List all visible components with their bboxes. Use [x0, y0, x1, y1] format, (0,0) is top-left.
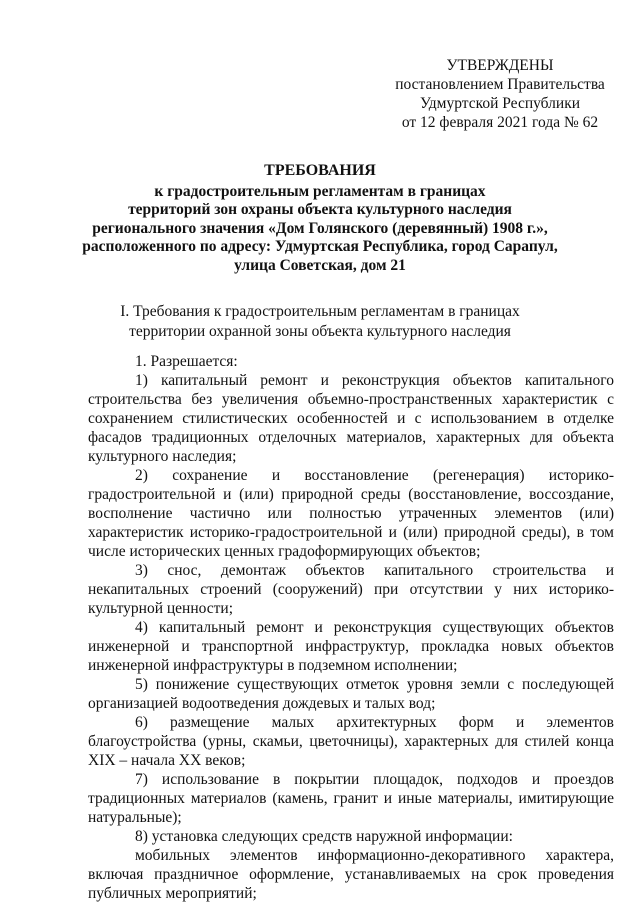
paragraph-subitem-8: 8) установка следующих средств наружной информации: — [135, 828, 513, 845]
paragraph-subitem-4: 4) капитальный ремонт и реконструкция существующих объектов инженерной и транспортной инфраструктур, прокладка новых объектов инженерной инфраструктуры в подземном исполнении; — [88, 619, 614, 674]
paragraph-subitem-6: 6) размещение малых архитектурных форм и элементов благоустройства (урны, скамьи, цветочницы), характерных для стилей конца XIX – начала XX веков; — [88, 714, 614, 769]
requirements-title-line: расположенного по адресу: Удмуртская Республика, город Сарапул, — [82, 238, 558, 255]
requirements-title-line: к градостроительным регламентам в границах — [154, 182, 486, 200]
approval-stamp — [380, 56, 620, 132]
section-heading-line-1: I. Требования к градостроительным регламентам в границах — [120, 303, 520, 320]
section-heading — [100, 302, 540, 342]
paragraph-subitem-2: 2) сохранение и восстановление (регенерация) историко-градостроительной и (или) природной среды (восстановление, воссоздание, восполнение частично или полностью утраченных элементов (или) характеристик историко-градостроительной и (или) природной среды), в том числе исторических ценных градоформирующих объектов; — [88, 467, 614, 560]
paragraph-item-1: 1. Разрешается: — [135, 353, 238, 370]
paragraph-subitem-8-detail: мобильных элементов информационно-декоративного характера, включая праздничное оформление, устанавливаемых на срок проведения публичных мероприятий; — [88, 847, 614, 902]
requirements-title — [80, 162, 560, 275]
approval-line-2: Удмуртской Республики — [419, 95, 581, 112]
paragraph-subitem-5: 5) понижение существующих отметок уровня земли с последующей организацией водоотведения дождевых и талых вод; — [88, 676, 614, 712]
requirements-title-line: улица Советская, дом 21 — [234, 256, 406, 274]
approval-line-3: от 12 февраля 2021 года № 62 — [401, 114, 599, 131]
requirements-title-line: территорий зон охраны объекта культурного наследия — [128, 201, 512, 218]
requirements-heading: ТРЕБОВАНИЯ — [264, 162, 376, 179]
paragraph-subitem-3: 3) снос, демонтаж объектов капитального строительства и некапитальных строений (сооружений) при отсутствии у них историко-культурной ценности; — [88, 562, 614, 617]
document-body — [88, 352, 614, 903]
section-heading-line-2: территории охранной зоны объекта культурного наследия — [129, 323, 511, 340]
approval-line-1: постановлением Правительства — [395, 76, 605, 93]
approval-title: УТВЕРЖДЕНЫ — [446, 57, 554, 74]
requirements-title-line: регионального значения «Дом Голянского (деревянный) 1908 г.», — [92, 219, 548, 237]
paragraph-subitem-1: 1) капитальный ремонт и реконструкция объектов капитального строительства без увеличения объемно-пространственных характеристик с сохранением стилистических особенностей и с использованием в отделке фасадов традиционных отделочных материалов, характерных для объекта культурного наследия; — [88, 372, 614, 465]
paragraph-subitem-7: 7) использование в покрытии площадок, подходов и проездов традиционных материалов (камень, гранит и иные материалы, имитирующие натуральные); — [88, 771, 614, 826]
